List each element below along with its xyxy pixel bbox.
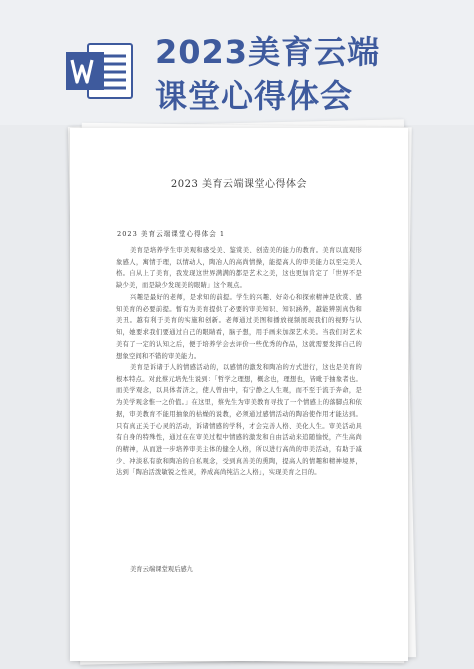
banner-title-line2: 课堂心得体会	[155, 77, 354, 115]
paragraph-1: 美育是培养学生审美观和感受美、鉴赏美、创造美的能力的教育。美育以直观形象感人，寓情于理，以情动人，陶冶人的高尚情操，能提高人的审美能力以至完美人格。自从上了美育，我发现这世界满满的都是艺术之美，这也更加肯定了「世界不是缺少美，而是缺少发现美的眼睛」这个观点。	[116, 247, 362, 290]
banner-title-line1: 2023美育云端	[155, 33, 381, 71]
word-icon	[64, 40, 134, 102]
header-banner	[0, 0, 474, 125]
document-subheading: 2023 美育云端课堂心得体会 1	[117, 230, 226, 238]
paragraph-3: 美育是诉诸于人的情感活动的，以感情的激发和陶冶的方式进行，这也是美育的根本特点。对此蔡元培先生说到：「哲学之理想，概念也，理想也，皆毗于抽象者也。而美学观念，以具体者济之，使人曾由中，有宁静之人生观，而不至于流于奔命，是为美学观念惟一之价值。」在这里，蔡先生为审美教育寻找了一个情感上的落脚点和依据，审美教育不能用抽象的枯燥的说教，必须通过感情活动的陶冶使作用才能达到。只有真正关于心灵的活动，诉诸情感的学科，才会完善人格、美化人生。审美活动具有自身的特殊性，通过在在审美过程中情感的激发和自由活动来追随愉悦，产生高尚的精神，从而进一步培养审美主体的健全人格，所以进行高尚的审美活动，有助于减少、冲淡私有欲和陶冶的自私观念，受到真善美的熏陶，提高人的情趣和精神境界，达到「陶冶活泼敏锐之性灵，养成高尚纯洁之人格」，实现美育之目的。	[116, 364, 362, 477]
paragraph-2: 兴趣是最好的老师，是求知的前提。学生的兴趣、好奇心和探索精神是欣赏、感知美育的必要前提。暂有为美育提供了必要的审美知识、知识涵养，越能辨别真伪和美丑。越有利于美育的实施和创新。老师通过美图和播放视频展现我们的视野与认知，她要求我们要通过自己的眼睛看，脑子想，用手画来加深艺术美。当我们对艺术美有了一定的认知之后，便于培养学会去评价一些优秀的作品，这就需要发挥自己的想象空间和不错的审美能力。	[116, 294, 362, 360]
document-caption: 美育云端课堂观后感九	[130, 566, 193, 573]
document-title: 2023 美育云端课堂心得体会	[170, 179, 308, 190]
document-page	[70, 128, 408, 661]
banner-title	[155, 30, 455, 118]
